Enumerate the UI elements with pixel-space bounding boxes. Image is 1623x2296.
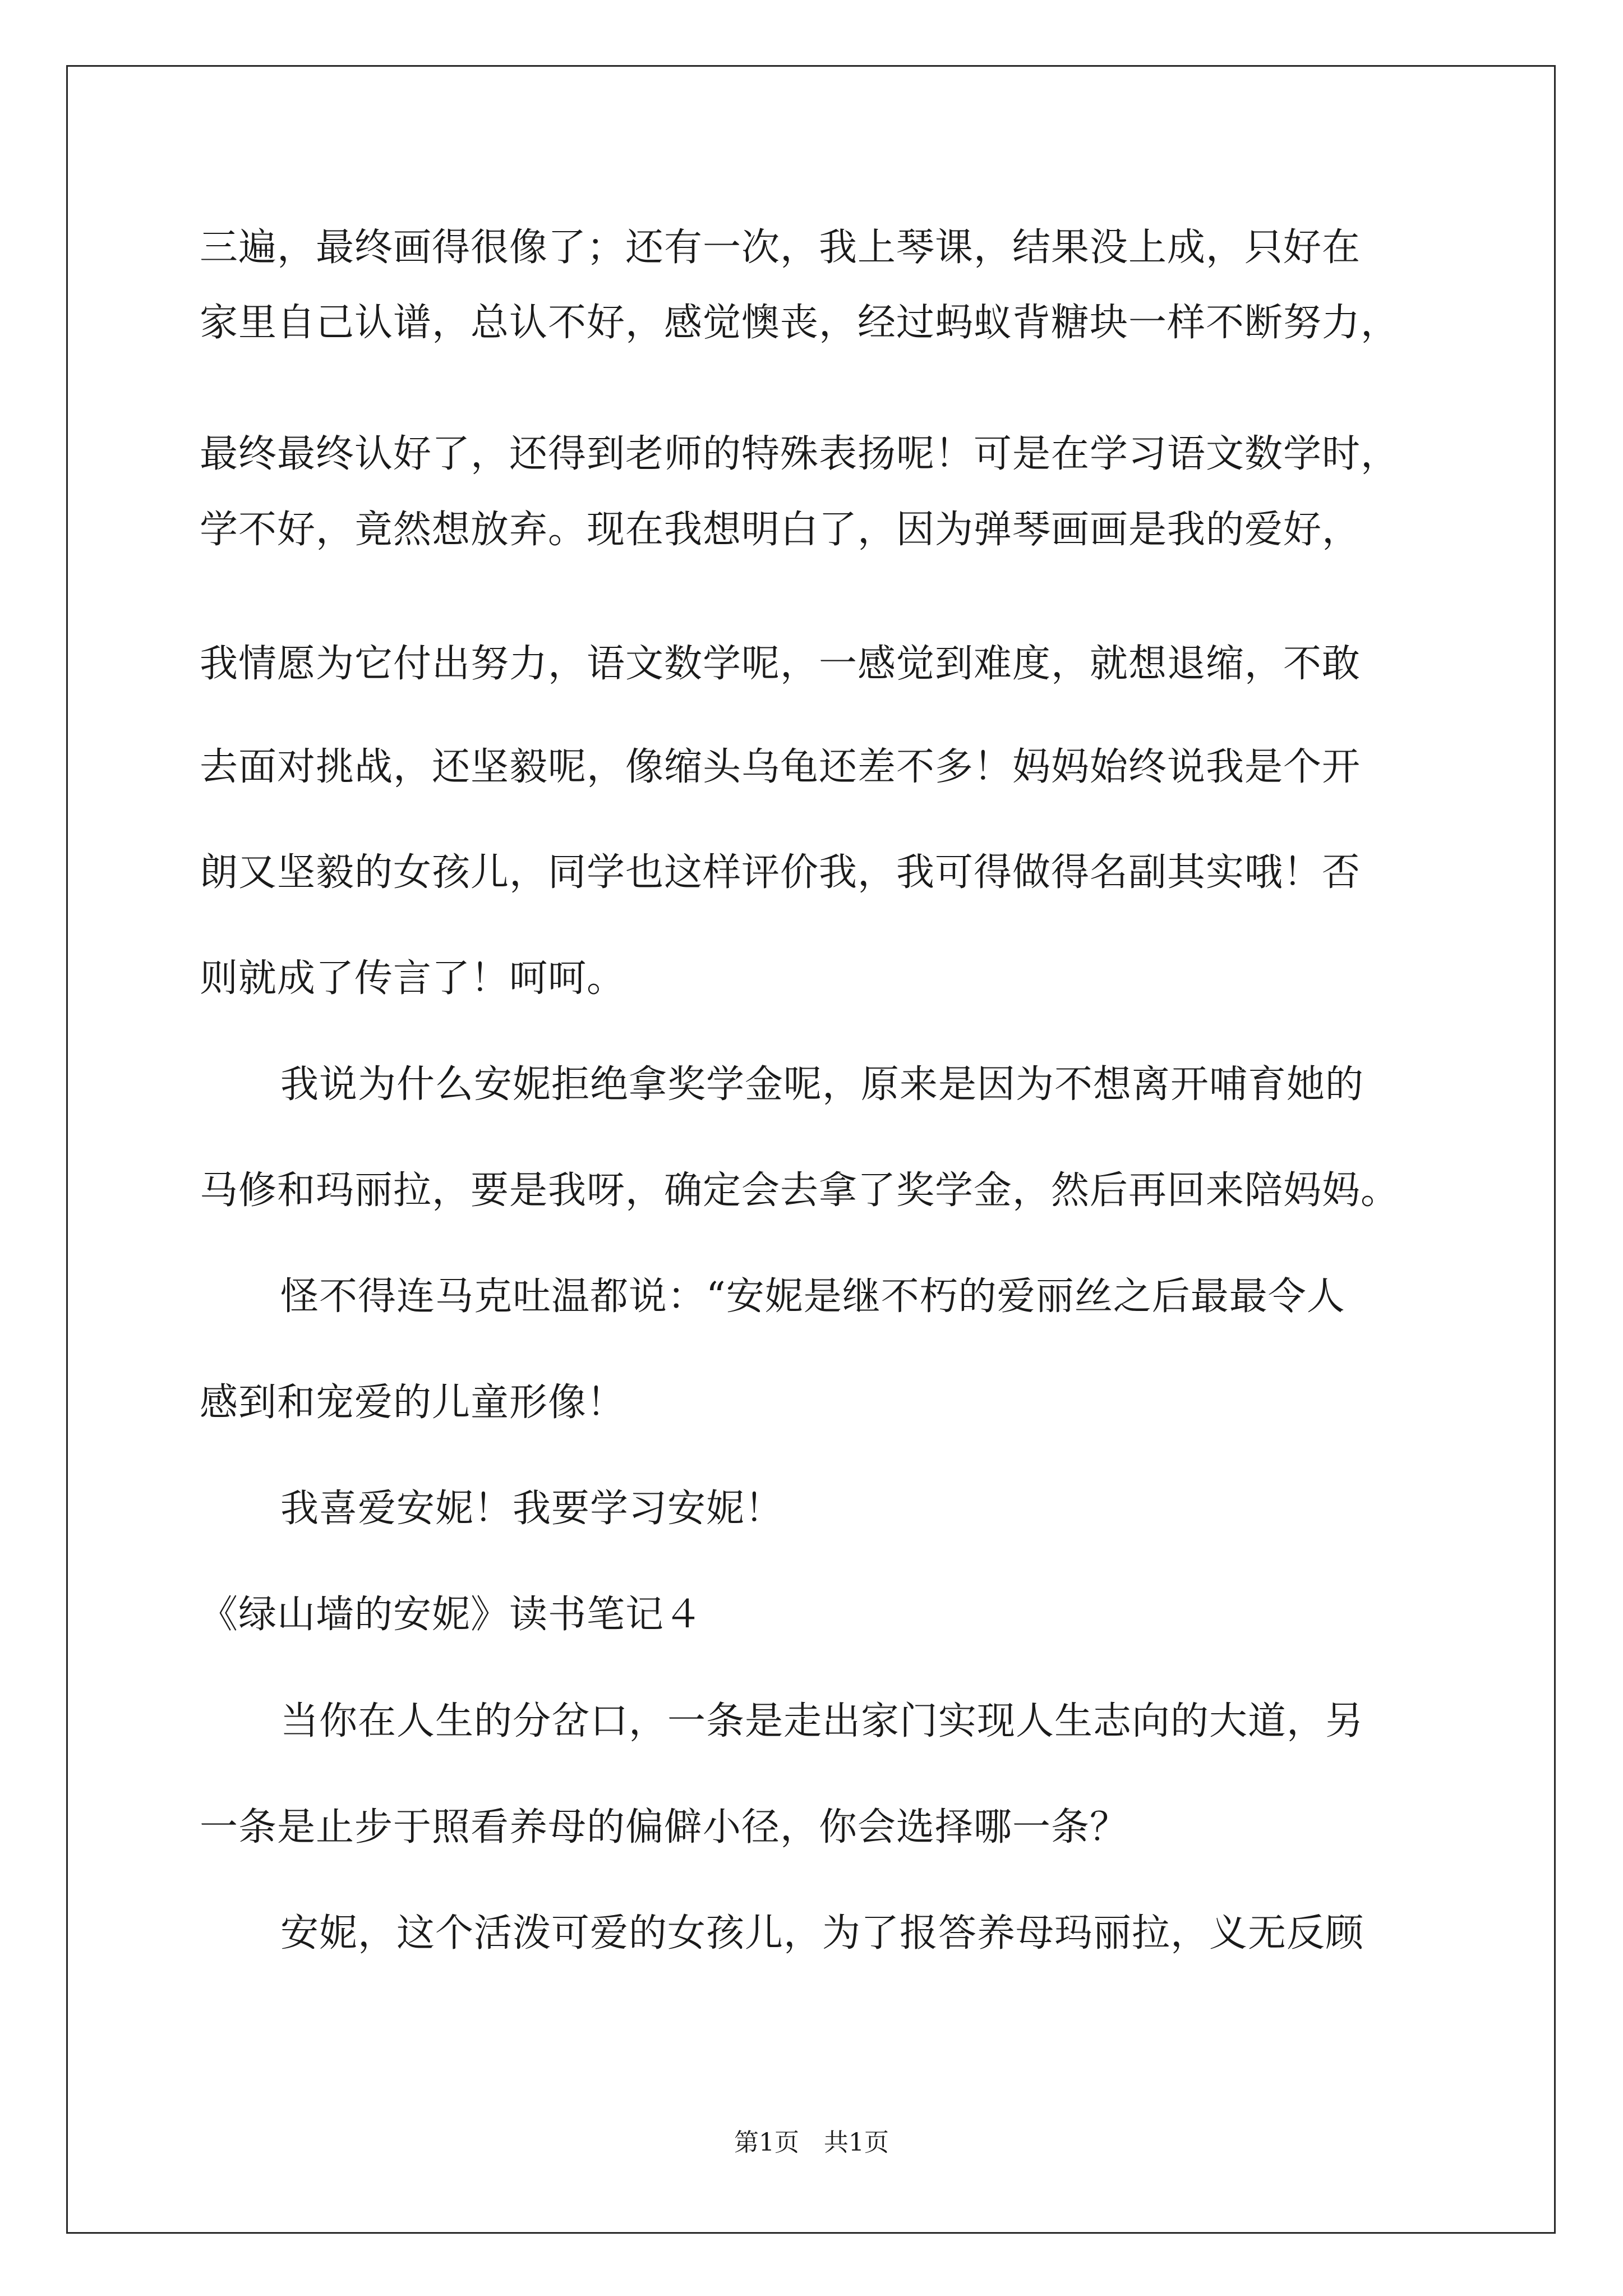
body-text-line: 朗又坚毅的女孩儿，同学也这样评价我，我可得做得名副其实哦！否: [200, 850, 1361, 895]
section-heading: 《绿山墙的安妮》读书笔记４: [200, 1593, 703, 1637]
page-footer: 第1页 共1页: [734, 2128, 889, 2157]
body-text-line: 则就成了传言了！呵呵。: [200, 956, 626, 1001]
body-text-line: 感到和宠爱的儿童形像！: [200, 1381, 626, 1425]
body-text-line: 学不好，竟然想放弃。现在我想明白了，因为弹琴画画是我的爱好，: [200, 508, 1361, 552]
body-text-line: 我喜爱安妮！我要学习安妮！: [280, 1487, 784, 1531]
body-text-line: 我情愿为它付出努力，语文数学呢，一感觉到难度，就想退缩，不敢: [200, 642, 1361, 686]
body-text-line: 我说为什么安妮拒绝拿奖学金呢，原来是因为不想离开哺育她的: [280, 1062, 1364, 1107]
body-text-line: 去面对挑战，还坚毅呢，像缩头乌龟还差不多！妈妈始终说我是个开: [200, 745, 1361, 789]
body-text-line: 当你在人生的分岔口，一条是走出家门实现人生志向的大道，另: [280, 1699, 1364, 1743]
body-text-line: 最终最终认好了，还得到老师的特殊表扬呢！可是在学习语文数学时，: [200, 432, 1400, 476]
body-text-line: 怪不得连马克吐温都说：“安妮是继不朽的爱丽丝之后最最令人: [280, 1274, 1345, 1319]
body-text-line: 三遍，最终画得很像了；还有一次，我上琴课，结果没上成，只好在: [200, 226, 1361, 270]
body-text-line: 马修和玛丽拉，要是我呀，确定会去拿了奖学金，然后再回来陪妈妈。: [200, 1168, 1400, 1213]
body-text-line: 家里自己认谱，总认不好，感觉懊丧，经过蚂蚁背糖块一样不断努力，: [200, 301, 1400, 345]
body-text-line: 一条是止步于照看养母的偏僻小径，你会选择哪一条？: [200, 1805, 1129, 1849]
body-text-line: 安妮，这个活泼可爱的女孩儿，为了报答养母玛丽拉，义无反顾: [280, 1911, 1364, 1955]
